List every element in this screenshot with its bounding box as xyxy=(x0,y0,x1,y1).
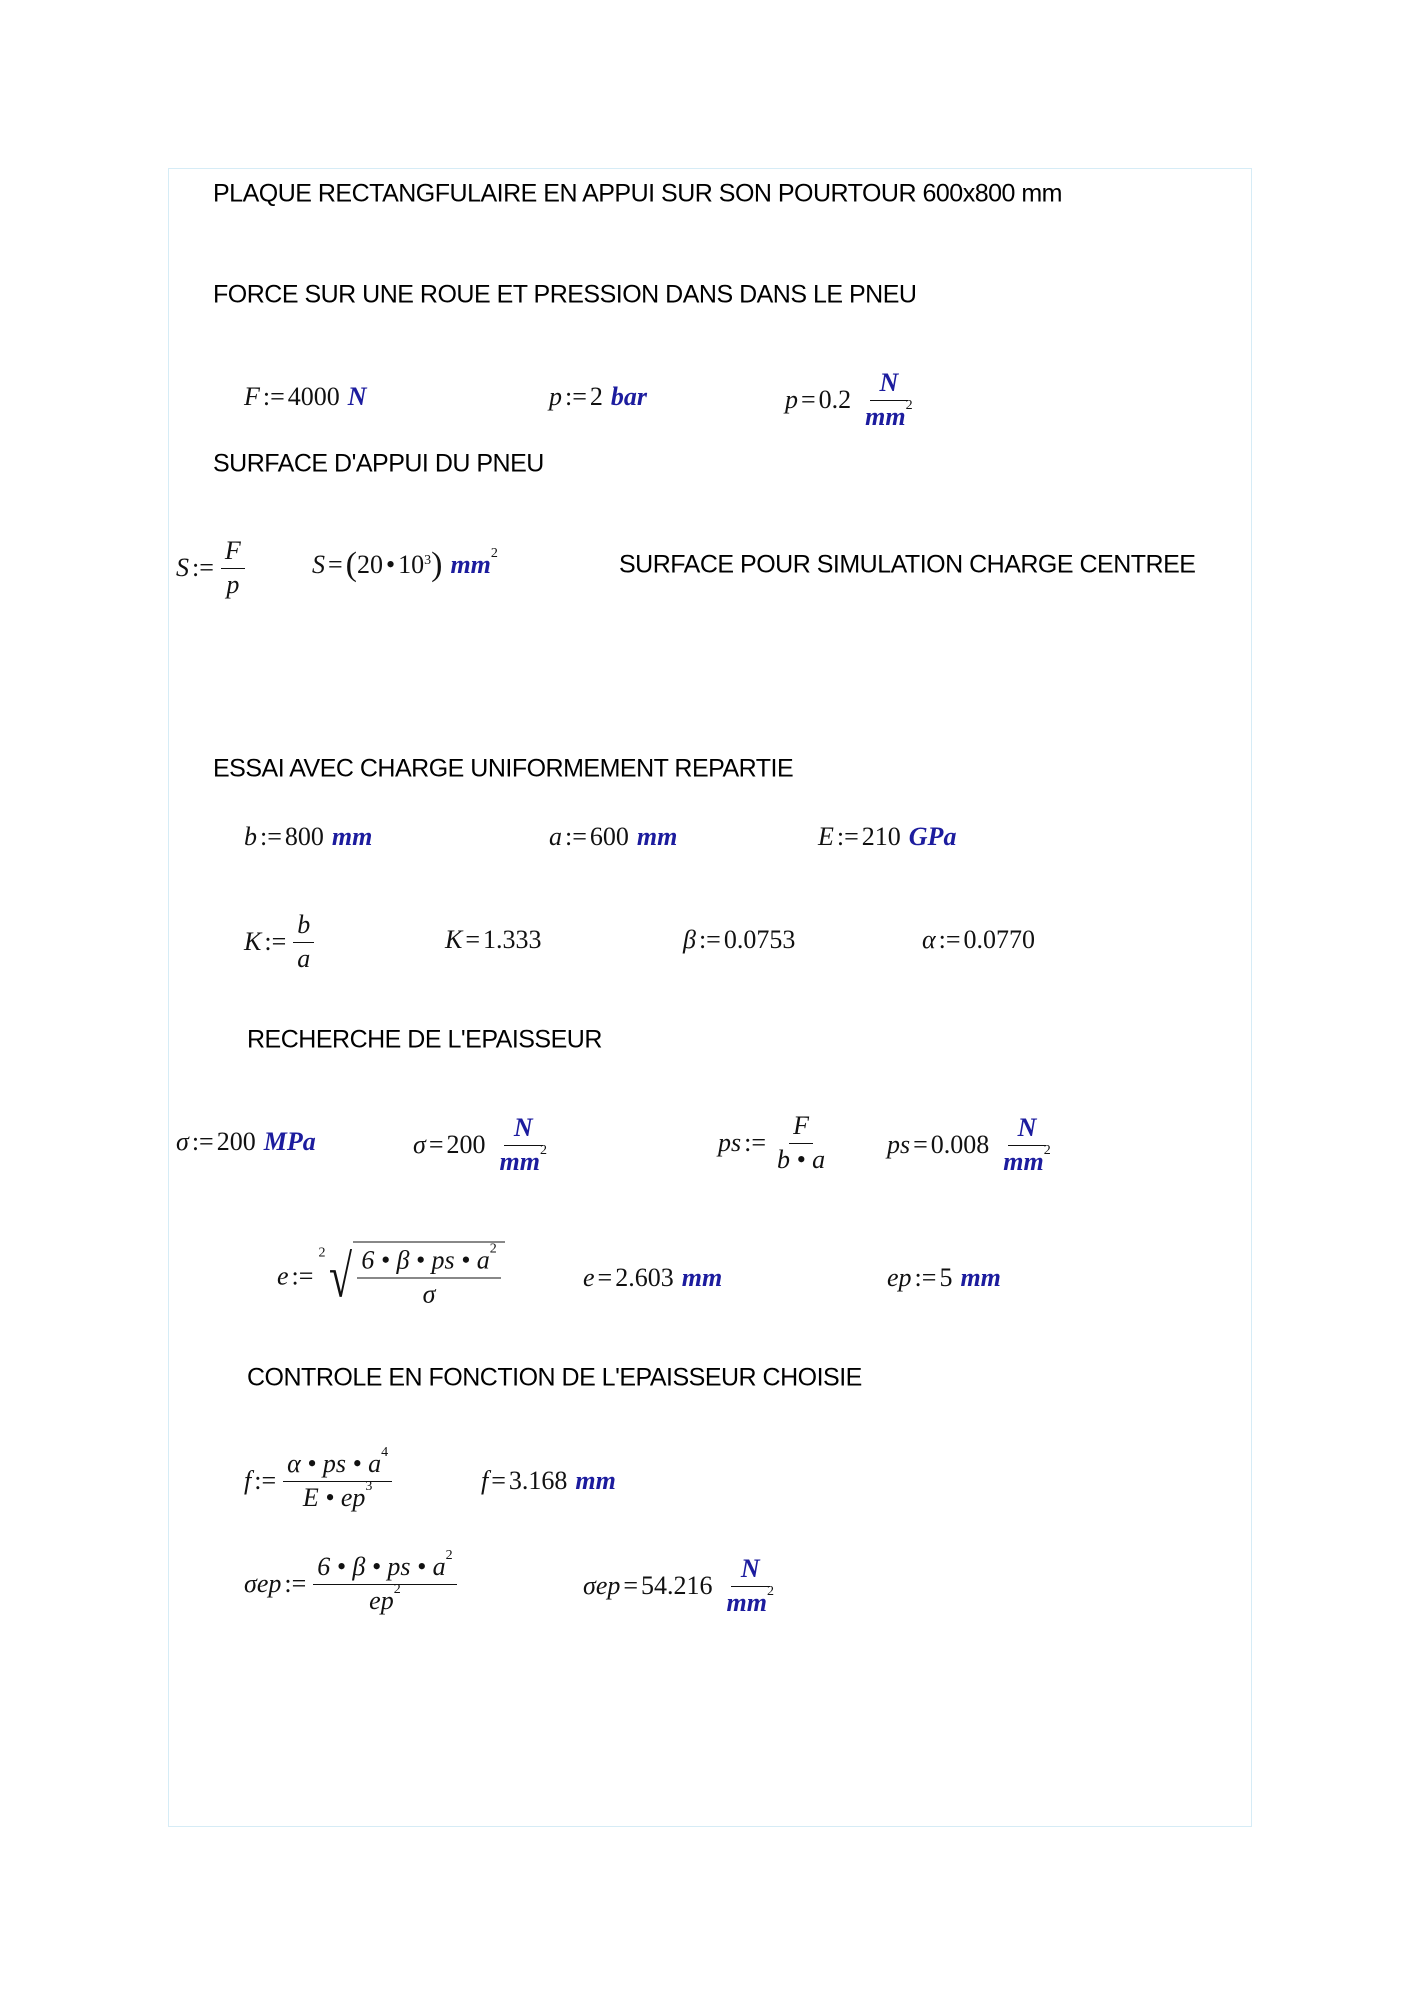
value: 54.216 xyxy=(641,1571,713,1600)
ep-definition xyxy=(887,1263,1001,1293)
var: α xyxy=(922,925,936,954)
op: := xyxy=(262,382,285,411)
unit: bar xyxy=(610,382,648,411)
ps-result xyxy=(887,1112,1059,1178)
op: := xyxy=(192,553,214,582)
var: p xyxy=(785,385,798,414)
unit: mm xyxy=(331,822,373,851)
pressure-definition xyxy=(549,382,647,412)
title-heading: PLAQUE RECTANGFULAIRE EN APPUI SUR SON POURTOUR 600x800 mm xyxy=(213,179,1063,208)
unit: mm xyxy=(681,1263,723,1292)
sigma-ep-definition xyxy=(244,1548,461,1617)
op: = xyxy=(623,1571,639,1600)
unit-fraction xyxy=(999,1112,1054,1178)
op: := xyxy=(284,1569,307,1598)
fraction xyxy=(773,1110,829,1176)
op: := xyxy=(565,382,587,411)
numerator: F xyxy=(789,1110,813,1144)
var: σ xyxy=(413,1130,426,1159)
K-definition xyxy=(244,909,318,975)
op: = xyxy=(801,385,816,414)
var: σ xyxy=(176,1127,189,1156)
unit-fraction xyxy=(861,367,916,433)
K-result xyxy=(445,925,542,955)
root-index: 2 xyxy=(318,1245,326,1261)
exp: 2 xyxy=(393,1581,401,1597)
square-root: 2 √ $\frac{6 • \beta • ps • a^2}{\sigma}$ xyxy=(320,1242,504,1311)
var: K xyxy=(244,927,262,956)
sigma-ep-result xyxy=(583,1553,782,1619)
unit-den: mm xyxy=(499,1146,540,1176)
unit: mm xyxy=(450,550,491,579)
exp: 3 xyxy=(365,1478,373,1494)
power: 3 xyxy=(424,553,432,568)
value: 1.333 xyxy=(483,925,542,954)
op: = xyxy=(328,550,343,579)
force-definition xyxy=(244,382,367,412)
var: p xyxy=(549,382,562,411)
var: S xyxy=(312,550,325,579)
var: F xyxy=(244,382,260,411)
numerator: F xyxy=(221,535,245,569)
pressure-result xyxy=(785,367,921,433)
unit-num: N xyxy=(870,367,909,401)
var: e xyxy=(583,1263,595,1292)
sigma-result xyxy=(413,1112,555,1178)
unit-num: N xyxy=(731,1553,770,1587)
op: := xyxy=(565,822,587,851)
unit-num: N xyxy=(504,1112,543,1146)
op: := xyxy=(744,1128,767,1157)
var: S xyxy=(176,553,189,582)
fraction xyxy=(293,909,314,975)
unit-den: mm xyxy=(865,401,906,431)
unit: mm xyxy=(575,1466,616,1495)
unit: GPa xyxy=(908,822,957,851)
unit: MPa xyxy=(263,1127,316,1156)
var: f xyxy=(481,1466,489,1495)
var: β xyxy=(683,925,696,954)
fraction xyxy=(283,1445,392,1514)
exp: 2 xyxy=(445,1548,453,1563)
unit-fraction xyxy=(723,1553,778,1619)
surface-definition xyxy=(176,535,249,601)
exp: 4 xyxy=(381,1445,389,1460)
value: 20 xyxy=(357,550,383,579)
alpha-definition xyxy=(922,925,1035,955)
E-definition xyxy=(818,822,956,852)
sigma-definition xyxy=(176,1127,316,1157)
unit-fraction xyxy=(496,1112,551,1178)
essai-heading: ESSAI AVEC CHARGE UNIFORMEMENT REPARTIE xyxy=(213,754,794,783)
var: ps xyxy=(887,1130,911,1159)
exp: 2 xyxy=(767,1583,774,1599)
op: := xyxy=(260,822,282,851)
exp: 2 xyxy=(539,1142,547,1158)
beta-definition xyxy=(683,925,795,955)
denominator: b • a xyxy=(777,1144,826,1174)
value: 3.168 xyxy=(508,1466,568,1495)
e-result xyxy=(583,1263,722,1293)
op: = xyxy=(913,1130,928,1159)
exp: 2 xyxy=(905,397,913,413)
unit: N xyxy=(347,382,367,411)
unit-den: mm xyxy=(726,1587,767,1617)
value: 200 xyxy=(446,1130,486,1159)
controle-heading: CONTROLE EN FONCTION DE L'EPAISSEUR CHOISIE xyxy=(247,1363,862,1392)
denominator: ep xyxy=(369,1585,394,1615)
value: 0.0770 xyxy=(963,925,1036,954)
numerator: 6 • β • ps • a xyxy=(361,1245,490,1275)
op: := xyxy=(254,1466,277,1495)
denominator: p xyxy=(226,569,240,599)
unit-den: mm xyxy=(1003,1146,1044,1176)
fraction xyxy=(313,1548,456,1617)
var: E xyxy=(818,822,834,851)
denominator: σ xyxy=(422,1279,436,1308)
var: ep xyxy=(887,1263,912,1292)
a-definition xyxy=(549,822,677,852)
value: 0.0753 xyxy=(723,925,796,954)
var: b xyxy=(244,822,257,851)
value: 2 xyxy=(589,382,603,411)
surface-result: S = ( 20 • 10 $^3$ ) $mm^2$ xyxy=(312,546,498,583)
numerator: α • ps • a xyxy=(287,1449,382,1478)
value: 200 xyxy=(216,1127,256,1156)
value: 210 xyxy=(861,822,901,851)
value: 800 xyxy=(284,822,324,851)
var: f xyxy=(244,1466,252,1495)
var: σep xyxy=(583,1571,621,1600)
op: := xyxy=(698,925,721,954)
b-definition xyxy=(244,822,372,852)
op: := xyxy=(836,822,859,851)
force-heading: FORCE SUR UNE ROUE ET PRESSION DANS DANS LE PNEU xyxy=(213,280,917,309)
value: 0.2 xyxy=(818,385,852,414)
recherche-heading: RECHERCHE DE L'EPAISSEUR xyxy=(247,1025,602,1054)
ps-definition xyxy=(718,1110,833,1176)
var: ps xyxy=(718,1128,742,1157)
exp: 2 xyxy=(490,546,498,561)
value: 5 xyxy=(939,1263,953,1292)
value: 4000 xyxy=(287,382,340,411)
op: = xyxy=(465,925,481,954)
op: := xyxy=(938,925,961,954)
denominator: a xyxy=(297,943,311,973)
value: 2.603 xyxy=(615,1263,674,1292)
op: = xyxy=(597,1263,613,1292)
f-definition xyxy=(244,1445,396,1514)
exp: 2 xyxy=(489,1241,497,1257)
numerator: 6 • β • ps • a xyxy=(317,1552,446,1581)
op: = xyxy=(491,1466,506,1495)
base: 10 xyxy=(398,550,425,579)
op: := xyxy=(264,927,287,956)
denominator: E • ep xyxy=(302,1482,366,1512)
var: e xyxy=(277,1261,289,1290)
op: • xyxy=(386,550,396,579)
unit: mm xyxy=(960,1263,1001,1292)
op: := xyxy=(191,1127,214,1156)
op: := xyxy=(291,1261,314,1290)
op: = xyxy=(428,1130,444,1159)
var: a xyxy=(549,822,562,851)
unit-num: N xyxy=(1008,1112,1047,1146)
simulation-heading: SURFACE POUR SIMULATION CHARGE CENTREE xyxy=(619,550,1196,579)
var: K xyxy=(445,925,463,954)
unit: mm xyxy=(636,822,678,851)
surface-heading: SURFACE D'APPUI DU PNEU xyxy=(213,449,544,478)
f-result xyxy=(481,1466,616,1496)
e-definition xyxy=(277,1242,505,1311)
var: σep xyxy=(244,1569,282,1598)
numerator: b xyxy=(293,909,314,943)
exp: 2 xyxy=(1043,1142,1051,1158)
op: := xyxy=(914,1263,937,1292)
value: 600 xyxy=(589,822,629,851)
value: 0.008 xyxy=(930,1130,990,1159)
fraction xyxy=(221,535,245,601)
fraction xyxy=(357,1241,500,1311)
